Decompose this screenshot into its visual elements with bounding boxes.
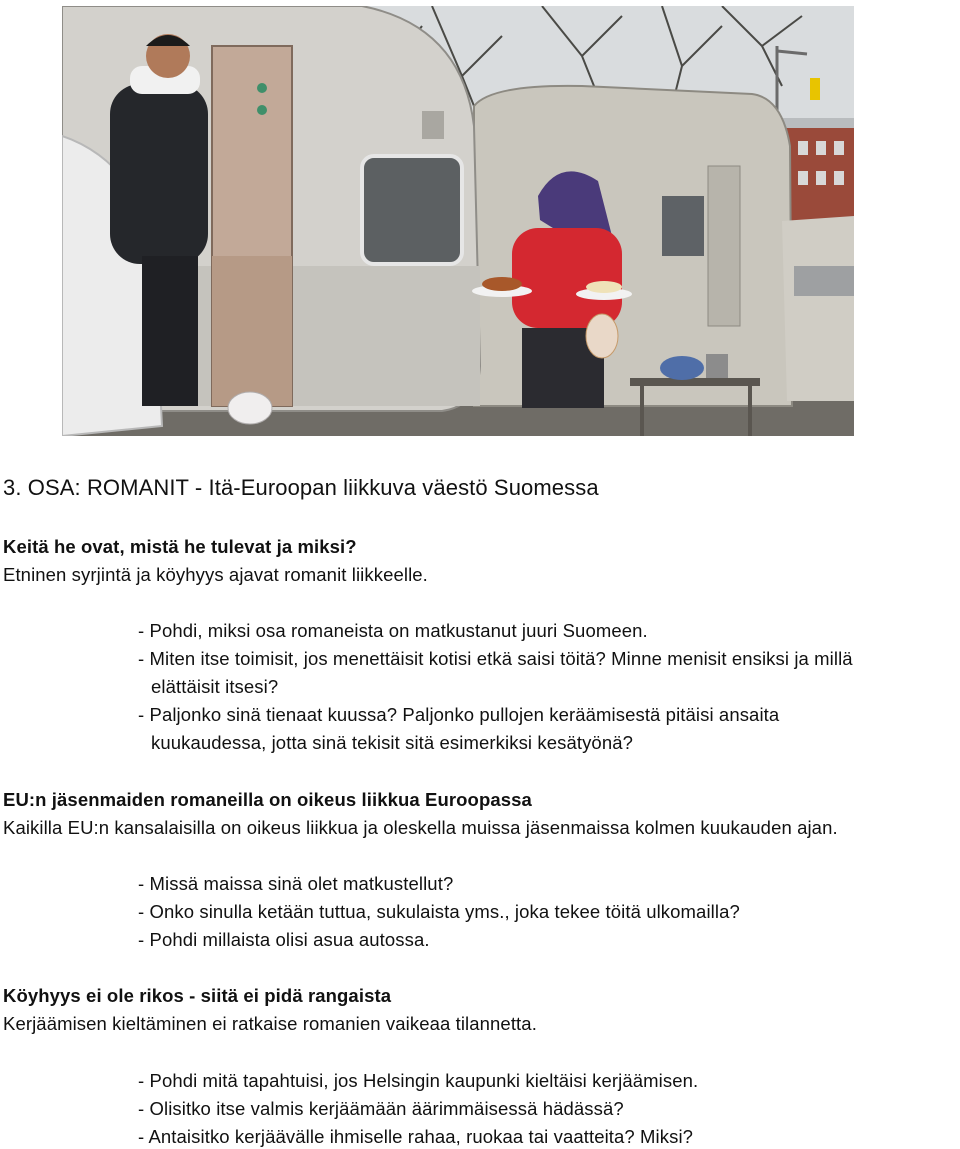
- section-1-question: - Paljonko sinä tienaat kuussa? Paljonko pullojen keräämisestä pitäisi ansaita: [138, 704, 780, 725]
- document-title: 3. OSA: ROMANIT - Itä-Euroopan liikkuva väestö Suomessa: [3, 475, 599, 500]
- section-1-question: - Pohdi, miksi osa romaneista on matkustanut juuri Suomeen.: [138, 620, 648, 641]
- section-2-question: - Pohdi millaista olisi asua autossa.: [138, 929, 430, 950]
- section-1-question-continued: kuukaudessa, jotta sinä tekisit sitä esimerkiksi kesätyönä?: [151, 732, 633, 753]
- section-1-heading: Keitä he ovat, mistä he tulevat ja miksi?: [3, 536, 357, 557]
- section-2-intro: Kaikilla EU:n kansalaisilla on oikeus liikkua ja oleskella muissa jäsenmaissa kolmen kuukauden ajan.: [3, 817, 838, 838]
- section-2-heading: EU:n jäsenmaiden romaneilla on oikeus liikkua Euroopassa: [3, 789, 532, 810]
- section-3-question: - Olisitko itse valmis kerjäämään äärimmäisessä hädässä?: [138, 1098, 624, 1119]
- section-1-intro: Etninen syrjintä ja köyhyys ajavat romanit liikkeelle.: [3, 564, 428, 585]
- section-3-heading: Köyhyys ei ole rikos - siitä ei pidä rangaista: [3, 985, 392, 1006]
- caravan-photo: [62, 6, 854, 436]
- section-1-question-continued: elättäisit itsesi?: [151, 676, 279, 697]
- caravan-scene-illustration: [62, 6, 854, 436]
- section-3-question: - Antaisitko kerjäävälle ihmiselle rahaa, ruokaa tai vaatteita? Miksi?: [138, 1126, 694, 1147]
- section-3-question: - Pohdi mitä tapahtuisi, jos Helsingin kaupunki kieltäisi kerjäämisen.: [138, 1070, 699, 1091]
- section-1-question: - Miten itse toimisit, jos menettäisit kotisi etkä saisi töitä? Minne menisit ensiksi ja millä: [138, 648, 853, 669]
- section-3-intro: Kerjäämisen kieltäminen ei ratkaise romanien vaikeaa tilannetta.: [3, 1013, 537, 1034]
- section-2-question: - Missä maissa sinä olet matkustellut?: [138, 873, 454, 894]
- section-2-question: - Onko sinulla ketään tuttua, sukulaista yms., joka tekee töitä ulkomailla?: [138, 901, 740, 922]
